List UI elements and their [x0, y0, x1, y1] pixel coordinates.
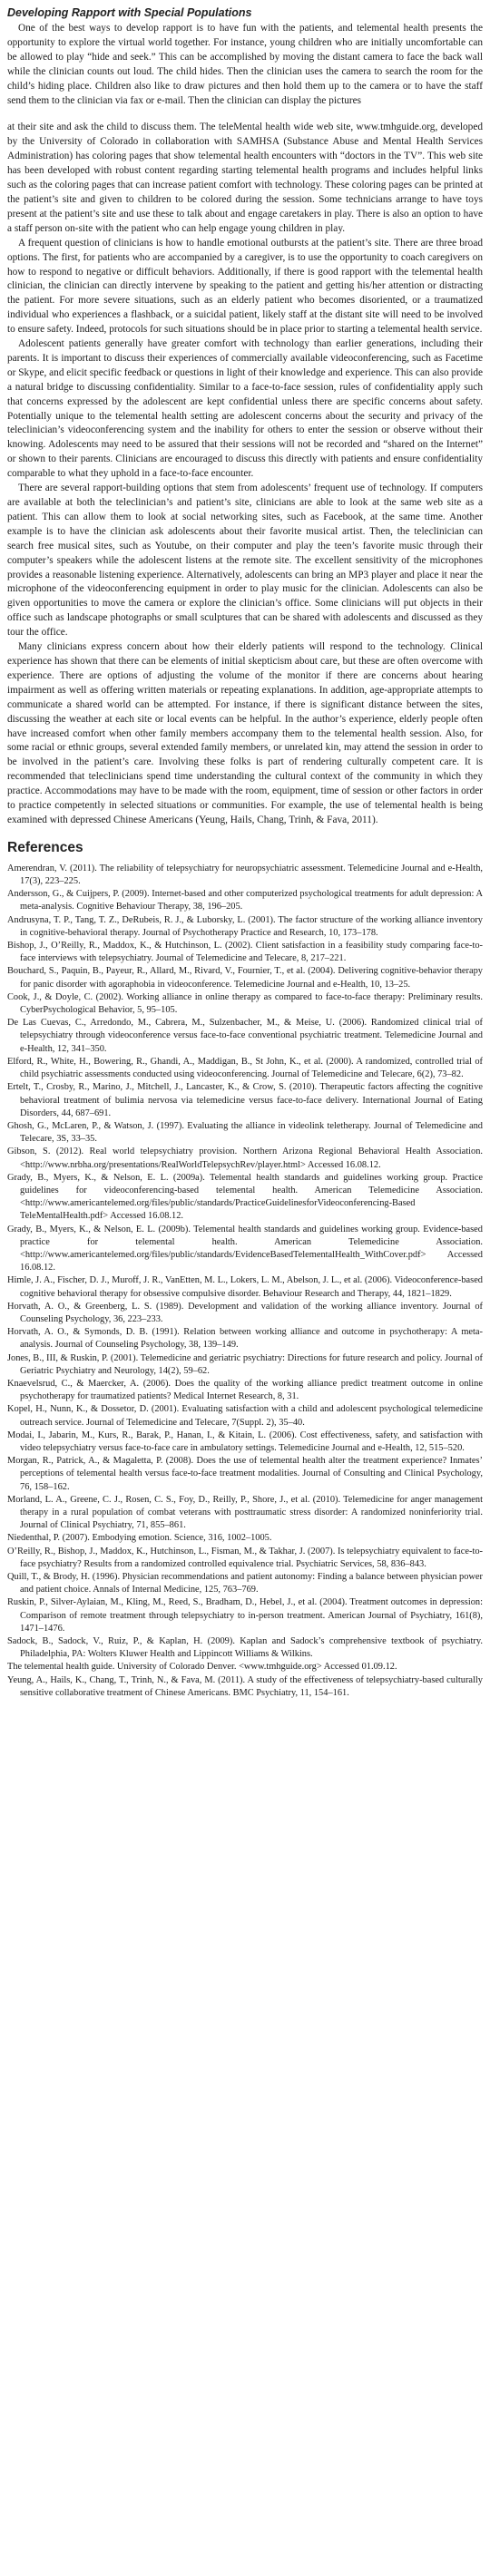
reference-item: Elford, R., White, H., Bowering, R., Ghandi, A., Maddigan, B., St John, K., et al. (2000). A randomized, controlled trial of child psychiatric assessments conducted using videoconferencing. Journal of Telemedicine and Telecare, 6(2), 73–82.: [7, 1056, 483, 1080]
reference-item: Andersson, G., & Cuijpers, P. (2009). Internet-based and other computerized psychological treatments for adult depression: A meta-analysis. Cognitive Behaviour Therapy, 38, 196–205.: [7, 889, 483, 912]
reference-item: Grady, B., Myers, K., & Nelson, E. L. (2009a). Telemental health standards and guidelines working group. Practice guidelines for videoconferencing-based telemental health. American Telemedicine Association. <http://www.americantelemed.org/files/public/standards/PracticeGuidelinesforVideoconferencing-Based TeleMentalHealth.pdf> Accessed 16.08.12.: [7, 1172, 483, 1222]
reference-item: Amerendran, V. (2011). The reliability of telepsychiatry for neuropsychiatric assessment. Telemedicine Journal and e-Health, 17(3), 223–225.: [7, 863, 483, 887]
reference-item: Morgan, R., Patrick, A., & Magaletta, P. (2008). Does the use of telemental health alter the treatment experience? Inmates’ perceptions of telemental health versus face-to-face treatment modalities. Journal of Consulting and Clinical Psychology, 76, 158–162.: [7, 1456, 483, 1492]
reference-item: Niedenthal, P. (2007). Embodying emotion. Science, 316, 1002–1005.: [7, 1533, 272, 1544]
reference-item: Andrusyna, T. P., Tang, T. Z., DeRubeis, R. J., & Luborsky, L. (2001). The factor structure of the working alliance inventory in cognitive-behavioral therapy. Journal of Psychotherapy Practice and Research, 10, 173–178.: [7, 914, 483, 938]
reference-item: Sadock, B., Sadock, V., Ruiz, P., & Kaplan, H. (2009). Kaplan and Sadock’s comprehensive textbook of psychiatry. Philadelphia, PA: Wolters Kluwer Health and Lippincott Williams & Wilkins.: [7, 1636, 483, 1660]
reference-item: Ertelt, T., Crosby, R., Marino, J., Mitchell, J., Lancaster, K., & Crow, S. (2010). Therapeutic factors affecting the cognitive behavioral treatment of bulimia nervosa via telemedicine versus face-to-face delivery. International Journal of Eating Disorders, 44, 687–691.: [7, 1082, 483, 1118]
reference-item: O’Reilly, R., Bishop, J., Maddox, K., Hutchinson, L., Fisman, M., & Takhar, J. (2007). Is telepsychiatry equivalent to face-to-face psychiatry? Results from a randomized controlled equivalence trial. Psychiatric Services, 58, 836–843.: [7, 1546, 483, 1569]
reference-item: Quill, T., & Brody, H. (1996). Physician recommendations and patient autonomy: Finding a balance between physician power and patient choice. Annals of Internal Medicine, 125, 763–769.: [7, 1572, 483, 1595]
reference-item: Bishop, J., O’Reilly, R., Maddox, K., & Hutchinson, L. (2002). Client satisfaction in a feasibility study comparing face-to-face interviews with telepsychiatry. Journal of Telemedicine and Telecare, 8, 217–221.: [7, 941, 483, 964]
reference-item: Horvath, A. O., & Greenberg, L. S. (1989). Development and validation of the working alliance inventory. Journal of Counseling Psychology, 36, 223–233.: [7, 1301, 483, 1324]
paragraph: There are several rapport-building options that stem from adolescents’ frequent use of technology. If computers are available at both the teleclinician’s and patient’s site, clinicians are able to look at the same web site as a patient. This can allow them to look at social networking sites, such as Facebook, at the same time. Another example is to have the clinician ask adolescents about their favorite musical artist. Then, the teleclinician can search free musical sites, such as Youtube, on their computer and play the teen’s favorite music through their computer’s speakers while the adolescent listens at the remote site. The excellent sensitivity of the microphones provides a reasonable listening experience. Alternatively, adolescents can bring an MP3 player and place it near the microphone of the videoconferencing equipment in order to play music for the clinician. Adolescents can also be given opportunities to move the camera or explore the clinician’s office. Some clinicians will put objects in their office such as landscape photographs or small sculptures that can be shared with adolescents and discussed as they tour the office.: [7, 483, 483, 639]
paragraph: Adolescent patients generally have greater comfort with technology than earlier generations, including their parents. It is important to discuss their experiences of commercially available videoconferencing, such as Facetime or Skype, and elicit specific feedback or questions in light of their knowledge and experience. This can also provide a natural bridge to discussing confidentiality. Similar to a face-to-face session, rules of confidentiality apply such that concerns expressed by the adolescent are kept confidential unless there are specific concerns about safety. Potentially unique to the telemental health setting are adolescent concerns about the security and privacy of the teleclinician’s videoconferencing system and the inability for others to enter the session or observe without their knowing. Adolescents may need to be assured that their sessions will not be recorded and “shared on the Internet” or shown to their parents. Clinicians are encouraged to discuss this directly with patients and ensure confidentiality comparable to what they uphold in a face-to-face encounter.: [7, 338, 483, 480]
reference-item: Bouchard, S., Paquin, B., Payeur, R., Allard, M., Rivard, V., Fournier, T., et al. (2004). Delivering cognitive-behavior therapy for panic disorder with agoraphobia in videoconference. Telemedicine Journal and e-Health, 10, 13–25.: [7, 966, 483, 990]
reference-item: Kopel, H., Nunn, K., & Dossetor, D. (2001). Evaluating satisfaction with a child and adolescent psychological telemedicine outreach service. Journal of Telemedicine and Telecare, 7(Suppl. 2), 35–40.: [7, 1404, 483, 1428]
reference-item: Gibson, S. (2012). Real world telepsychiatry provision. Northern Arizona Regional Behavioral Health Association. <http://www.nrbha.org/presentations/RealWorldTelepsychRev/player.html> Accessed 16.08.12.: [7, 1147, 483, 1170]
reference-item: Ruskin, P., Silver-Aylaian, M., Kling, M., Reed, S., Bradham, D., Hebel, J., et al. (2004). Treatment outcomes in depression: Comparison of remote treatment through telepsychiatry to in-person treatment. American Journal of Psychiatry, 161(8), 1471–1476.: [7, 1597, 483, 1634]
reference-item: Ghosh, G., McLaren, P., & Watson, J. (1997). Evaluating the alliance in videolink teletherapy. Journal of Telemedicine and Telecare, 3S, 33–35.: [7, 1120, 483, 1145]
reference-item: De Las Cuevas, C., Arredondo, M., Cabrera, M., Sulzenbacher, M., & Meise, U. (2006). Randomized clinical trial of telepsychiatry through videoconference versus face-to-face conventional psychiatric treatment. Telemedicine Journal and e-Health, 12, 341–350.: [7, 1018, 483, 1054]
paragraph: A frequent question of clinicians is how to handle emotional outbursts at the patient’s site. There are three broad options. The first, for patients who are accompanied by a caregiver, is to use the opportunity to coach caregivers on how to respond to negative or difficult behaviors. Additionally, if there is good rapport with the telemental health clinician, the clinician can directly intervene by speaking to the patient and getting his/her attention or distracting the patient. For more severe situations, such as an elderly patient who becomes disoriented, or a traumatized individual who experiences a flashback, or a suicidal patient, likely staff at the distant site will need to be involved to ensure safety. Indeed, protocols for such situations should be in place prior to starting a telemental health service.: [7, 237, 483, 336]
reference-item: Grady, B., Myers, K., & Nelson, E. L. (2009b). Telemental health standards and guidelines working group. Evidence-based practice for telemental health. American Telemedicine Association. <http://www.americantelemed.org/files/public/standards/EvidenceBasedTelementalHealth_WithCover.pdf> Accessed 16.08.12.: [7, 1224, 483, 1273]
reference-item: Jones, B., III, & Ruskin, P. (2001). Telemedicine and geriatric psychiatry: Directions for future research and policy. Journal of Geriatric Psychiatry and Neurology, 14(2), 59–62.: [7, 1352, 483, 1376]
reference-list: [7, 863, 483, 1700]
paragraph: at their site and ask the child to discuss them. The teleMental health wide web site, www.tmhguide.org, developed by the University of Colorado in collaboration with SAMHSA (Substance Abuse and Mental Health Services Administration) has coloring pages that show telemental health encounters with “doctors in the TV”. This web site has been developed with robust content regarding starting telemental health programs and includes helpful links such as the coloring pages that can increase patient comfort with technology. These coloring pages can be printed at the patient’s site and given to children to be colored during the session. Some technicians arrange to have toys present at the patient’s site and use these to talk about and engage caretakers in play. There is also an option to have a staff person on-site with the patient who can help engage young children in play.: [7, 122, 483, 234]
section-heading: Developing Rapport with Special Populations: [7, 6, 252, 19]
reference-item: Morland, L. A., Greene, C. J., Rosen, C. S., Foy, D., Reilly, P., Shore, J., et al. (2010). Telemedicine for anger management therapy in a rural population of combat veterans with posttraumatic stress disorder: A randomized noninferiority trial. Journal of Clinical Psychiatry, 71, 855–861.: [7, 1494, 483, 1531]
paragraph: One of the best ways to develop rapport is to have fun with the patients, and telemental health presents the opportunity to explore the virtual world together. For instance, young children who are initially uncomfortable can be allowed to play “hide and seek.” This can be accomplished by moving the distant camera to face the back wall while the clinician counts out loud. The child hides. Then the clinician uses the camera to search the room for the child’s hiding place. Children also like to draw pictures and then hold them up to the camera or to have the staff send them to the clinician via fax or e-mail. Then the clinician can display the pictures: [7, 23, 483, 106]
reference-item: The telemental health guide. University of Colorado Denver. <www.tmhguide.org> Accessed 01.09.12.: [7, 1662, 397, 1673]
paragraph: Many clinicians express concern about how their elderly patients will respond to the technology. Clinical experience has shown that there can be elements of initial skepticism about care, but these are often overcome with experience. There are options of adjusting the volume of the monitor if there are concerns about hearing impairment as well as offering written materials or repeating explanations. In addition, age-appropriate attempts to communicate a shared world can be attempted. For instance, if there is significant distance between the sites, discussing the weather at each site or local events can be helpful. In the author’s experience, elderly people often have increased comfort when other family members accompany them to the telemental health session. Also, for some racial or ethnic groups, several extended family members, or unrelated kin, may attend the session in order to be involved in the patient’s care. Involving these folks is part of rendering culturally competent care. It is recommended that teleclinicians spend time understanding the cultural context of the community in which they practice. Accommodations may have to be made with the room, equipment, time of session or other factors in order to practice competently in selected situations or communities. For example, the use of telemental health is being examined with depressed Chinese Americans (Yeung, Hails, Chang, Trinh, & Fava, 2011).: [7, 641, 483, 825]
reference-item: Modai, I., Jabarin, M., Kurs, R., Barak, P., Hanan, I., & Kitain, L. (2006). Cost effectiveness, safety, and satisfaction with video telepsychiatry versus face-to-face care in ambulatory settings. Telemedicine Journal and e-Health, 12, 515–520.: [7, 1429, 483, 1453]
body-text: [7, 22, 483, 828]
reference-item: Yeung, A., Hails, K., Chang, T., Trinh, N., & Fava, M. (2011). A study of the effectiveness of telepsychiatry-based culturally sensitive collaborative treatment of Chinese Americans. BMC Psychiatry, 11, 154–161.: [7, 1674, 483, 1698]
references-heading: References: [7, 839, 83, 855]
reference-item: Knaevelsrud, C., & Maercker, A. (2006). Does the quality of the working alliance predict treatment outcome in online psychotherapy for traumatized patients? Medical Internet Research, 8, 31.: [7, 1378, 483, 1402]
reference-item: Horvath, A. O., & Symonds, D. B. (1991). Relation between working alliance and outcome in psychotherapy: A meta-analysis. Journal of Counseling Psychology, 38, 139–149.: [7, 1327, 483, 1351]
reference-item: Cook, J., & Doyle, C. (2002). Working alliance in online therapy as compared to face-to-face therapy: Preliminary results. CyberPsychological Behavior, 5, 95–105.: [7, 991, 483, 1016]
reference-item: Himle, J. A., Fischer, D. J., Muroff, J. R., VanEtten, M. L., Lokers, L. M., Abelson, J. L., et al. (2006). Videoconference-based cognitive behavioral therapy for obsessive compulsive disorder. Behaviour Research and Therapy, 44, 1821–1829.: [7, 1275, 483, 1299]
